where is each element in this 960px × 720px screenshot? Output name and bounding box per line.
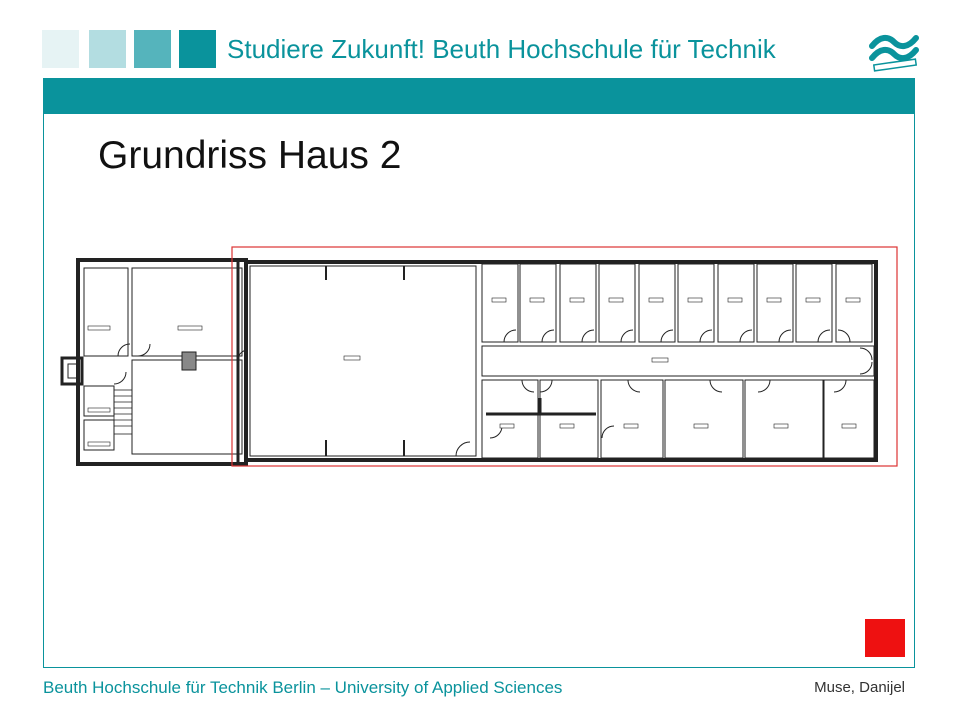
room-left-2 <box>132 268 242 356</box>
header-title: Studiere Zukunft! Beuth Hochschule für Technik <box>227 34 776 64</box>
header-square-3 <box>134 30 171 68</box>
footer-author: Muse, Danijel <box>814 679 905 696</box>
beuth-wave-logo-icon <box>866 26 922 72</box>
floor-plan <box>58 240 908 472</box>
header-square-4 <box>179 30 216 68</box>
room-left-5 <box>132 360 242 454</box>
header-square-1 <box>42 30 79 68</box>
footer-institution: Beuth Hochschule für Technik Berlin – University of Applied Sciences <box>43 678 563 697</box>
corridor <box>482 346 874 376</box>
room-left-1 <box>84 268 128 356</box>
highlight-rectangle <box>232 247 897 466</box>
header-bar <box>43 78 915 114</box>
hall <box>250 266 476 456</box>
main-wing-outline <box>246 262 876 460</box>
header-square-2 <box>89 30 126 68</box>
left-wing-outline <box>78 260 246 464</box>
page-title: Grundriss Haus 2 <box>98 134 402 177</box>
stairs <box>114 390 132 434</box>
accent-square <box>865 619 905 657</box>
